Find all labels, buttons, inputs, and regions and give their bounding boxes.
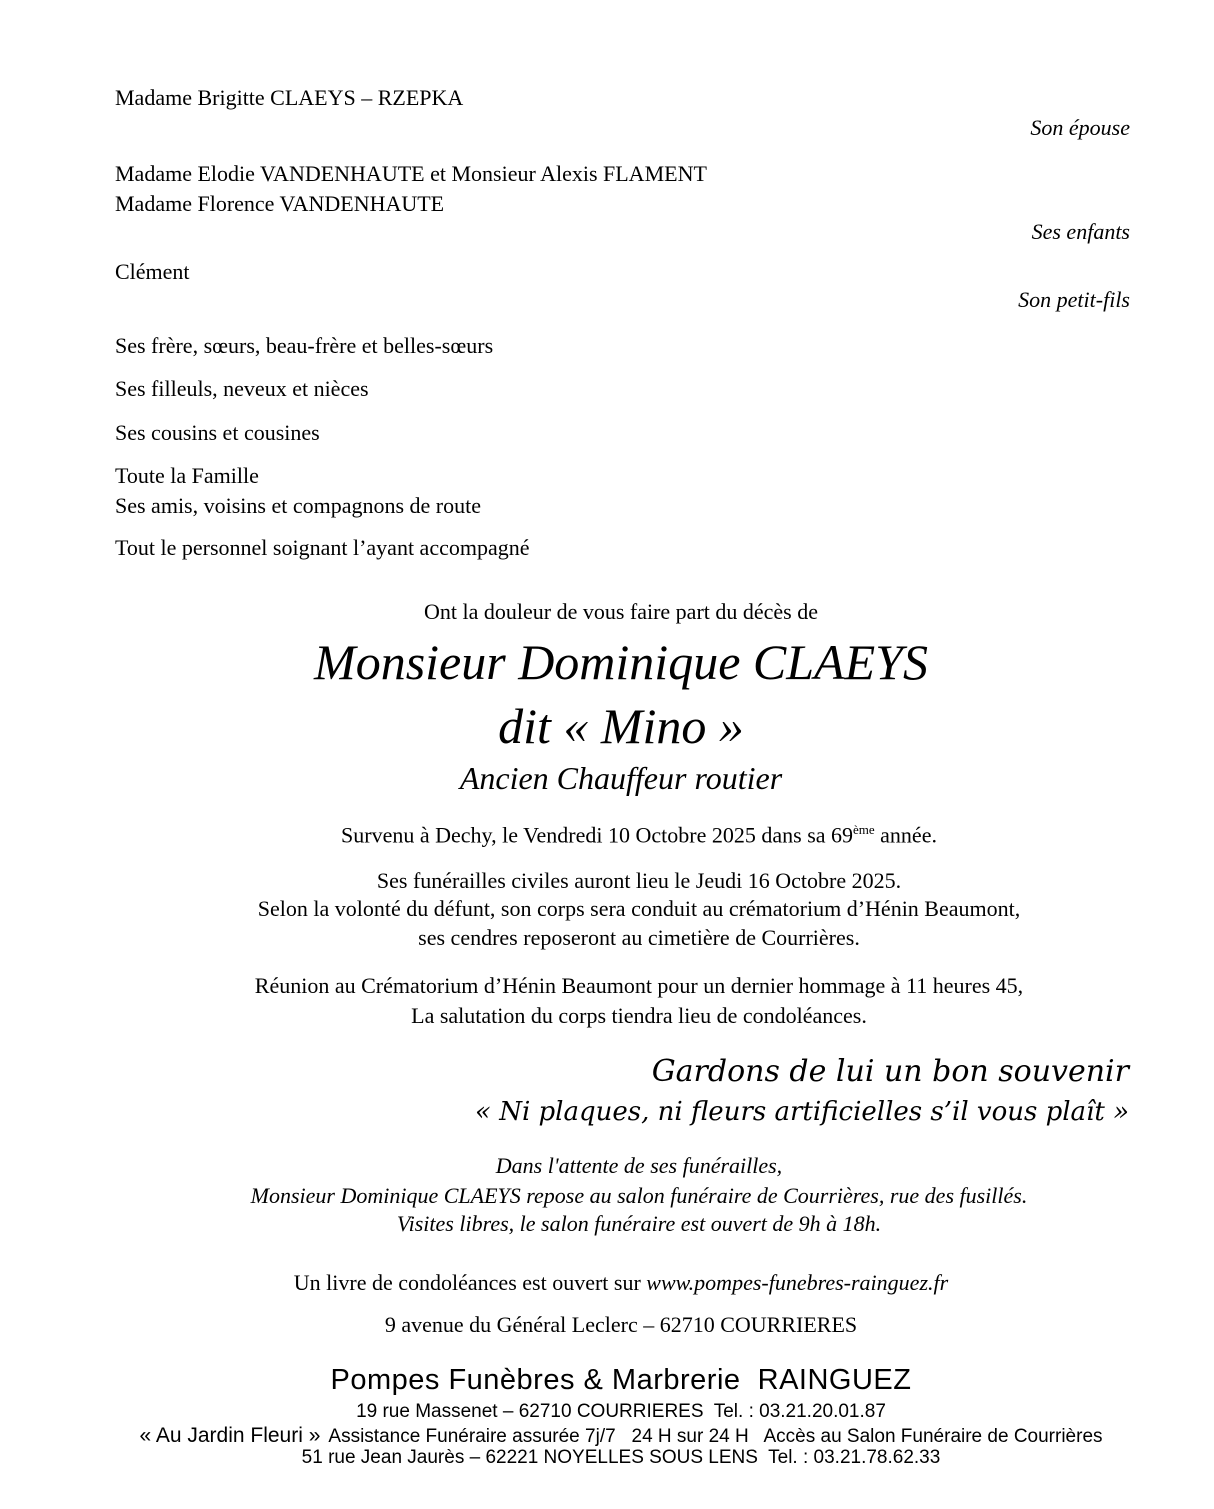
funeral-home-name: Pompes Funèbres & Marbrerie RAINGUEZ — [330, 1364, 912, 1396]
condolences-address: 9 avenue du Général Leclerc – 62710 COURRIERES — [384, 1312, 858, 1337]
funeral-line-2: Selon la volonté du défunt, son corps sera conduit au crématorium d’Hénin Beaumont, — [257, 896, 1021, 921]
funeral-home-brand-line — [0, 1425, 1214, 1446]
meeting-line-1: Réunion au Crématorium d’Hénin Beaumont pour un dernier hommage à 11 heures 45, — [254, 973, 1024, 998]
funeral-line-3: ses cendres reposeront au cimetière de Courrières. — [418, 925, 860, 950]
funeral-line-1: Ses funérailles civiles auront lieu le Jeudi 16 Octobre 2025. — [376, 868, 902, 893]
condolences-line — [0, 1272, 1214, 1294]
caregivers-line: Tout le personnel soignant l’ayant accompagné — [115, 535, 530, 560]
children-label: Ses enfants — [1031, 219, 1130, 244]
funeral-home-address-noyelles: 51 rue Jean Jaurès – 62221 NOYELLES SOUS LENS Tel. : 03.21.78.62.33 — [301, 1447, 941, 1468]
spouse-label: Son épouse — [1030, 115, 1130, 140]
condolences-url: www.pompes-funebres-rainguez.fr — [646, 1270, 949, 1295]
announcement-intro: Ont la douleur de vous faire part du décès de — [423, 599, 819, 624]
tribute-request: « Ni plaques, ni fleurs artificielles s’il vous plaît » — [475, 1097, 1129, 1127]
death-info-line — [0, 823, 1214, 846]
funeral-home-services: Assistance Funéraire assurée 7j/7 24 H sur 24 H Accès au Salon Funéraire de Courrières — [328, 1426, 1103, 1447]
deceased-nickname: dit « Mino » — [498, 698, 744, 754]
repose-line-1: Dans l'attente de ses funérailles, — [495, 1153, 783, 1178]
friends-line: Ses amis, voisins et compagnons de route — [115, 493, 482, 518]
relatives-line-3: Ses cousins et cousines — [115, 420, 320, 445]
repose-line-2: Monsieur Dominique CLAEYS repose au salon funéraire de Courrières, rue des fusillés. — [250, 1183, 1028, 1208]
repose-line-3: Visites libres, le salon funéraire est ouvert de 9h à 18h. — [396, 1211, 882, 1236]
death-info-suffix: année. — [874, 822, 937, 848]
funeral-home-brand: « Au Jardin Fleuri » — [139, 1424, 321, 1447]
meeting-line-2: La salutation du corps tiendra lieu de condoléances. — [411, 1003, 867, 1028]
death-info-prefix: Survenu à Dechy, le Vendredi 10 Octobre 2025 dans sa 69 — [341, 822, 854, 848]
condolences-prefix: Un livre de condoléances est ouvert sur — [293, 1270, 647, 1295]
tribute-motto: Gardons de lui un bon souvenir — [651, 1054, 1129, 1089]
relatives-line-2: Ses filleuls, neveux et nièces — [115, 376, 369, 401]
deceased-name: Monsieur Dominique CLAEYS — [314, 634, 928, 690]
family-line: Toute la Famille — [115, 463, 259, 488]
funeral-home-address-courrieres: 19 rue Massenet – 62710 COURRIERES Tel. : 03.21.20.01.87 — [356, 1401, 886, 1422]
grandson-name: Clément — [115, 259, 190, 284]
deceased-profession: Ancien Chauffeur routier — [459, 760, 783, 796]
spouse-name: Madame Brigitte CLAEYS – RZEPKA — [115, 85, 464, 110]
death-info-superscript: ème — [853, 822, 875, 837]
relatives-line-1: Ses frère, sœurs, beau-frère et belles-sœurs — [115, 333, 494, 358]
child-name-1: Madame Elodie VANDENHAUTE et Monsieur Alexis FLAMENT — [115, 161, 707, 186]
grandson-label: Son petit-fils — [1018, 287, 1130, 312]
child-name-2: Madame Florence VANDENHAUTE — [115, 191, 445, 216]
